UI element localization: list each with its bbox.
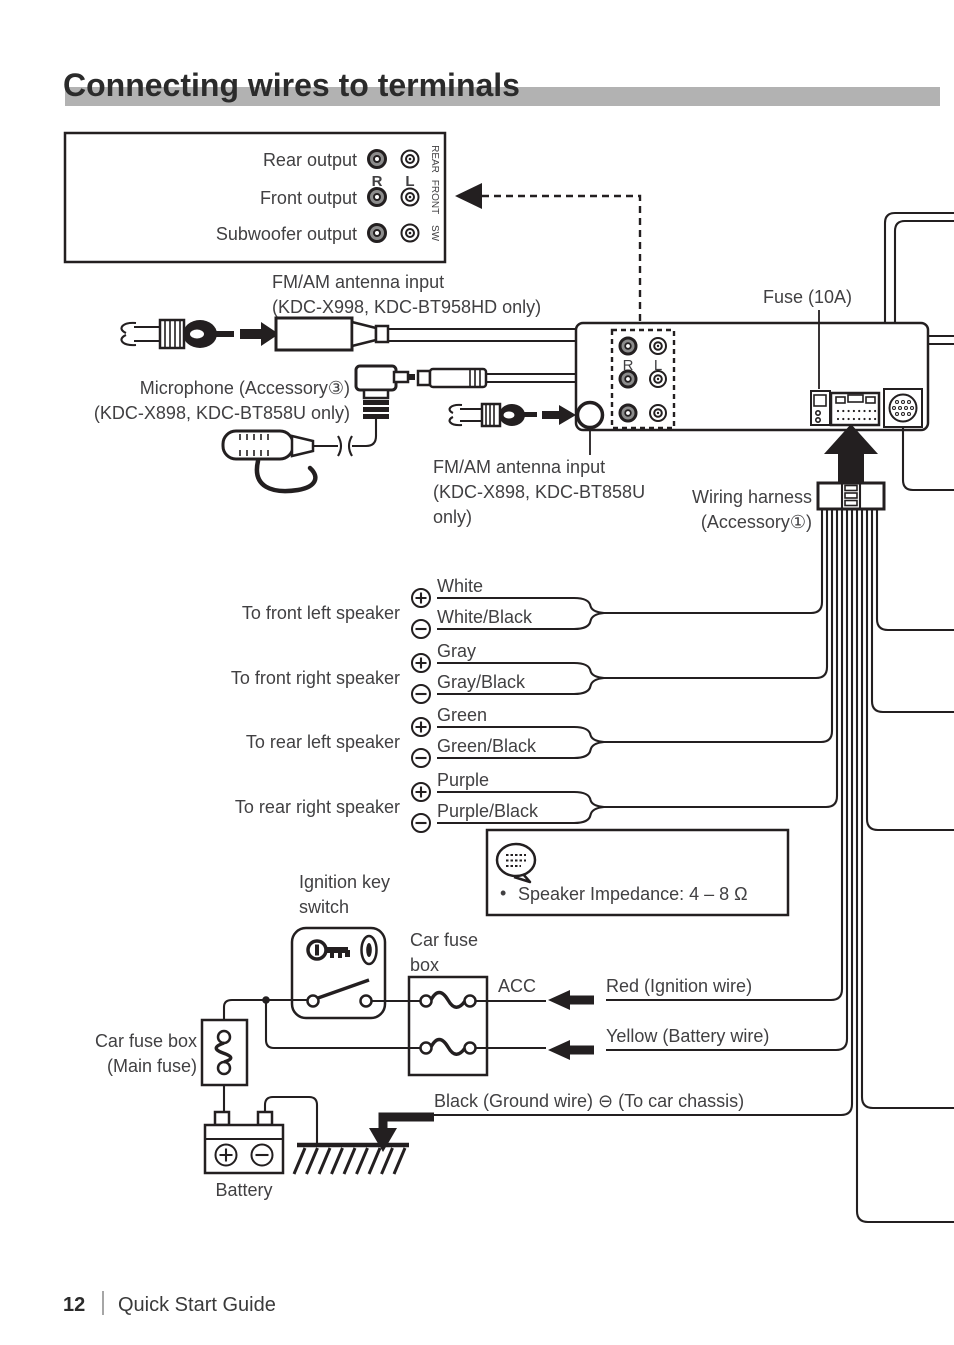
switch-terminal — [308, 996, 319, 1007]
rca-jack-rear-l — [402, 151, 419, 168]
speaker-target-label: To rear left speaker — [245, 732, 400, 752]
antenna-input-top — [121, 272, 576, 350]
antenna-side-models1: (KDC-X898, KDC-BT858U — [433, 482, 646, 502]
fuse-terminal — [218, 1031, 230, 1043]
minus-terminal-icon — [412, 685, 430, 703]
negative-wire-label: Green/Black — [437, 736, 537, 756]
unit-rca-l-label: L — [653, 357, 663, 374]
antenna-connector — [578, 403, 603, 428]
antenna-top-models: (KDC-X998, KDC-BT958HD only) — [272, 297, 542, 317]
footer-page-number: 12 — [63, 1294, 86, 1316]
note-box — [487, 830, 788, 915]
fuse-label: Fuse (10A) — [763, 287, 853, 307]
negative-wire-label: White/Black — [437, 607, 533, 627]
plus-terminal-icon — [216, 1145, 237, 1166]
wire-rear-right — [604, 509, 837, 807]
ground-symbol — [294, 1145, 409, 1174]
antenna-jack-graphic — [276, 318, 576, 350]
plus-terminal-icon — [412, 718, 430, 736]
speaker-row-front-left — [242, 576, 604, 638]
minus-terminal-icon — [412, 620, 430, 638]
battery-label: Battery — [215, 1180, 273, 1200]
antenna-plug-graphic — [121, 320, 234, 348]
rca-jack-sub-r — [369, 225, 386, 242]
rear-output-label: Rear output — [262, 150, 357, 170]
rca-jack-front-l — [402, 189, 419, 206]
ignition-label1: Ignition key — [299, 872, 391, 892]
subwoofer-output-label: Subwoofer output — [215, 224, 357, 244]
preout-r-label: R — [371, 173, 383, 190]
fuse-terminal — [218, 1062, 230, 1074]
car-fuse-box-label2: box — [410, 955, 440, 975]
antenna-cable-right — [928, 336, 954, 344]
speaker-row-front-right — [231, 641, 604, 703]
speaker-row-rear-left — [246, 705, 604, 767]
wire-branch-3 — [872, 509, 954, 712]
fuse-terminal — [421, 996, 432, 1007]
antenna-side-models2: only) — [433, 507, 473, 527]
microphone-title: Microphone (Accessory③) — [139, 378, 350, 398]
fuse-terminal — [421, 1043, 432, 1054]
speaker-target-label: To rear right speaker — [234, 797, 400, 817]
black-wire-label: Black (Ground wire) ⊖ (To car chassis) — [434, 1091, 745, 1111]
positive-wire-label: Gray — [437, 641, 477, 661]
wire-branch-5 — [862, 509, 954, 1108]
rca-jack-sub-l — [402, 225, 419, 242]
microphone-jack-graphic — [418, 369, 576, 387]
wire-branch-4 — [867, 509, 954, 830]
main-fuse-box-graphic — [202, 1020, 247, 1085]
positive-wire-label: Purple — [437, 770, 490, 790]
battery-terminal-positive — [215, 1112, 229, 1125]
positive-wire-label: White — [437, 576, 484, 596]
switch-terminal — [361, 996, 372, 1007]
minus-terminal-icon — [412, 749, 430, 767]
negative-wire-label: Gray/Black — [437, 672, 526, 692]
wire-red-ignition — [606, 509, 842, 1000]
left-arrow-icon — [455, 183, 482, 209]
harness-connector-block — [818, 483, 884, 509]
note-bullet: • — [500, 883, 507, 903]
sw-channel-label: SW — [429, 224, 440, 242]
wire-branch-2 — [877, 509, 954, 630]
din-connector — [884, 389, 954, 490]
wire-front-right — [604, 509, 827, 678]
microphone-clip — [257, 461, 315, 491]
front-output-label: Front output — [259, 188, 357, 208]
rca-jack-front-r — [369, 189, 386, 206]
wire-rear-left — [604, 509, 832, 742]
left-arrow-icon — [548, 1040, 594, 1060]
fuse-terminal — [465, 996, 476, 1007]
fuse-terminal — [465, 1043, 476, 1054]
red-wire-label: Red (Ignition wire) — [606, 976, 753, 996]
antenna-side-title: FM/AM antenna input — [433, 457, 606, 477]
rear-channel-label: REAR — [429, 145, 440, 173]
minus-terminal-icon — [412, 814, 430, 832]
head-unit — [576, 213, 954, 490]
plus-terminal-icon — [412, 654, 430, 672]
din-cable — [903, 427, 954, 490]
wiring-harness-label1: Wiring harness — [691, 487, 812, 507]
left-arrow-icon — [548, 990, 594, 1010]
speaker-target-label: To front left speaker — [241, 603, 400, 623]
plus-terminal-icon — [412, 589, 430, 607]
car-fuse-box-label1: Car fuse — [410, 930, 479, 950]
up-arrow-icon — [824, 424, 878, 483]
ignition-label2: switch — [299, 897, 350, 917]
ignition-switch-graphic — [292, 928, 385, 1018]
page-title: Connecting wires to terminals — [63, 67, 520, 103]
rca-jack-rear-r — [369, 151, 386, 168]
main-fuse-label2: (Main fuse) — [106, 1056, 197, 1076]
front-channel-label: FRONT — [429, 179, 440, 215]
positive-wire-label: Green — [437, 705, 488, 725]
speaker-row-rear-right — [235, 770, 604, 832]
main-fuse-label1: Car fuse box — [94, 1031, 197, 1051]
unit-rca-r-label: R — [622, 357, 634, 374]
fuse-component — [811, 391, 830, 425]
negative-wire-label: Purple/Black — [437, 801, 539, 821]
right-arrow-icon — [240, 322, 279, 346]
footer-title: Quick Start Guide — [118, 1294, 276, 1316]
right-arrow-icon — [542, 405, 576, 425]
microphone-models: (KDC-X898, KDC-BT858U only) — [93, 403, 350, 423]
speaker-target-label: To front right speaker — [230, 668, 400, 688]
keyhole-icon — [362, 936, 377, 964]
wiring-harness-label2: (Accessory①) — [700, 512, 812, 532]
wire-yellow-battery — [606, 509, 847, 1050]
plus-terminal-icon — [412, 783, 430, 801]
antenna-cable-top — [885, 213, 954, 323]
note-text: Speaker Impedance: 4 – 8 Ω — [518, 884, 748, 904]
battery-terminal-negative — [258, 1112, 272, 1125]
preout-box — [65, 133, 445, 262]
preout-l-label: L — [405, 173, 415, 190]
antenna-top-title: FM/AM antenna input — [272, 272, 445, 292]
harness-socket — [831, 393, 879, 425]
car-fuse-box-graphic — [409, 977, 487, 1075]
yellow-wire-label: Yellow (Battery wire) — [606, 1026, 770, 1046]
antenna-plug2-graphic — [450, 404, 537, 426]
battery-graphic — [205, 1112, 283, 1173]
microphone-body-graphic — [223, 431, 315, 491]
minus-terminal-icon — [252, 1145, 273, 1166]
acc-label: ACC — [498, 976, 537, 996]
